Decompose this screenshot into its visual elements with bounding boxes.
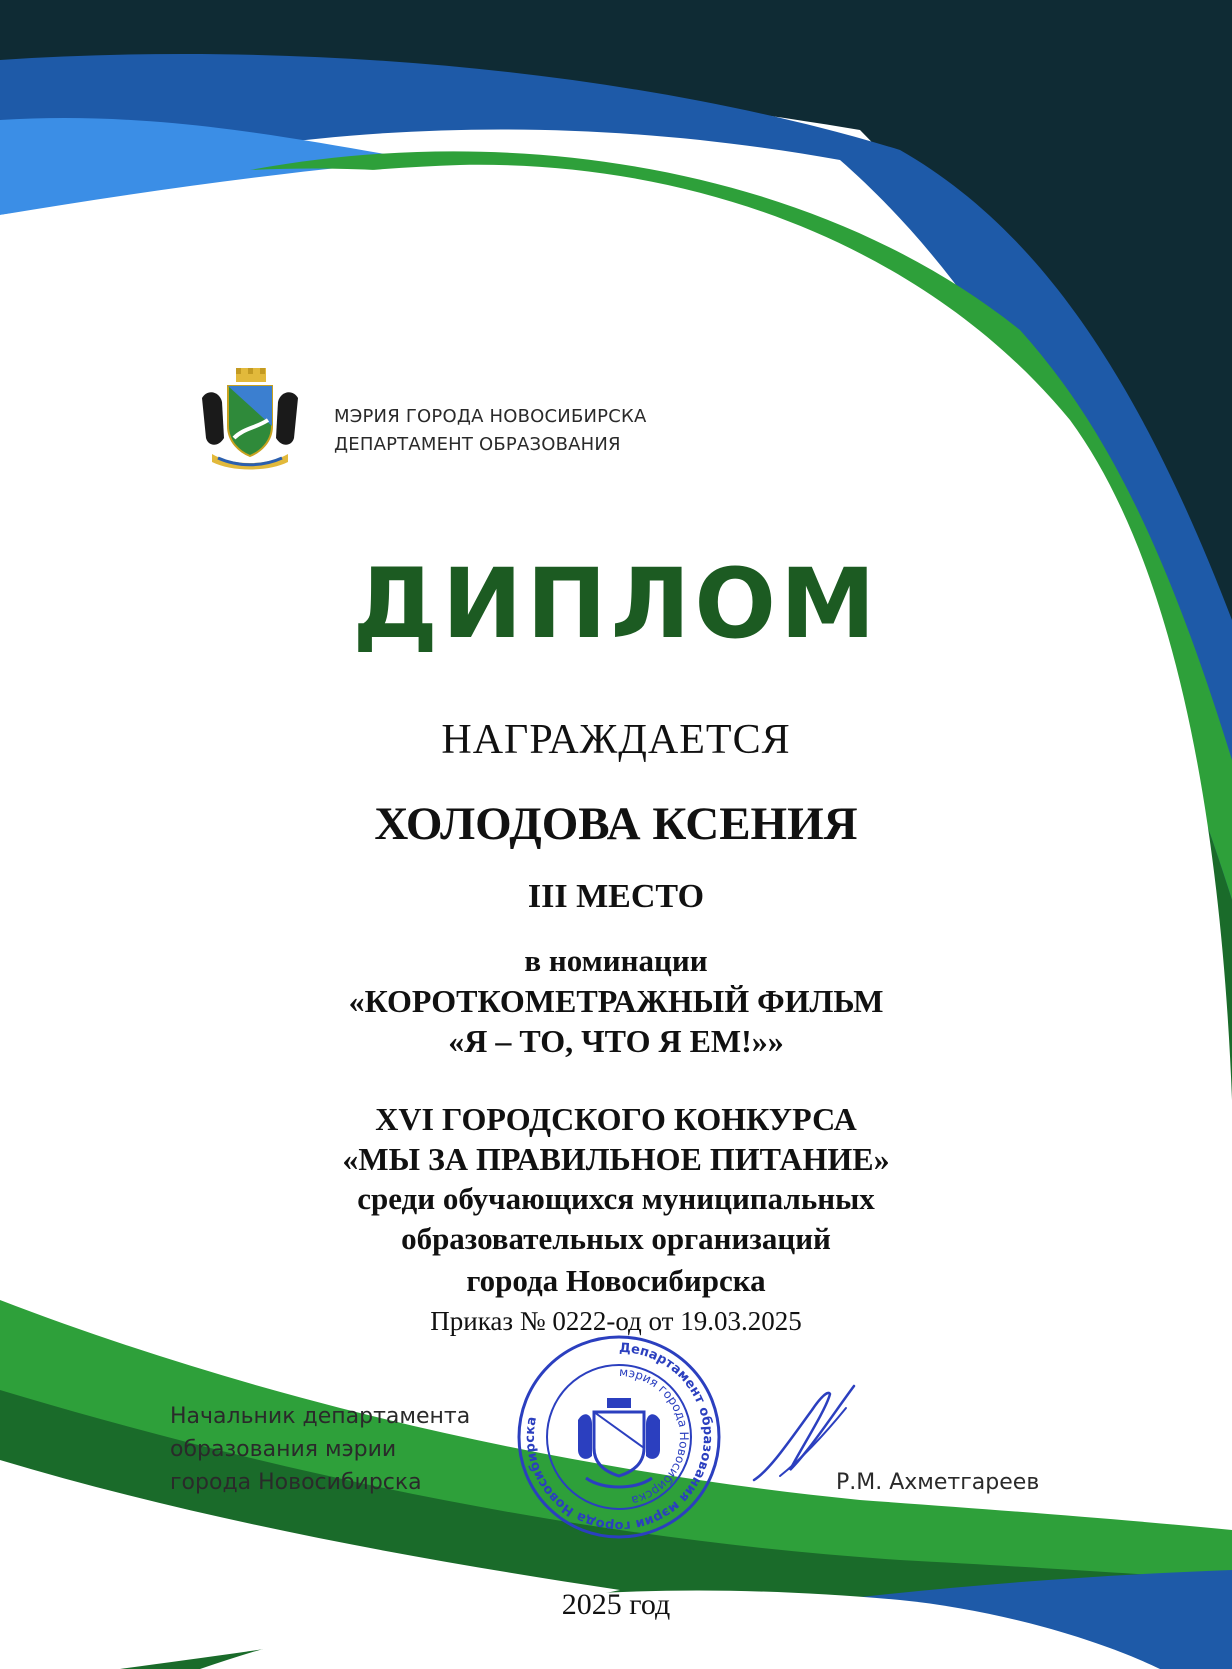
nomination-intro: в номинации	[524, 943, 708, 978]
place-label: III МЕСТО	[527, 878, 705, 915]
nomination-title-line1: «КОРОТКОМЕТРАЖНЫЙ ФИЛЬМ	[348, 983, 884, 1019]
organization-header	[198, 368, 718, 478]
order-reference: Приказ № 0222-од от 19.03.2025	[430, 1306, 802, 1336]
recipient-name: ХОЛОДОВА КСЕНИЯ	[374, 798, 858, 850]
signatory-position-line3: города Новосибирска	[170, 1470, 422, 1495]
novosibirsk-coat-of-arms-icon	[198, 368, 302, 472]
diploma-title: ДИПЛОМ	[352, 548, 880, 660]
signatory-position	[170, 1400, 470, 1499]
signatory-position-line2: образования мэрии	[170, 1437, 397, 1462]
signatory-position-line1: Начальник департамента	[170, 1404, 471, 1429]
awarded-label: НАГРАЖДАЕТСЯ	[441, 717, 791, 763]
contest-line-5: города Новосибирска	[466, 1263, 766, 1298]
contest-line-2: «МЫ ЗА ПРАВИЛЬНОЕ ПИТАНИЕ»	[342, 1141, 890, 1177]
official-stamp	[512, 1330, 727, 1545]
stamp-inner-text: мэрия города Новосибирска	[618, 1364, 692, 1508]
contest-line-3: среди обучающихся муниципальных	[357, 1181, 875, 1216]
nomination-title-line2: «Я – ТО, ЧТО Я ЕМ!»»	[448, 1023, 784, 1059]
signer-name: Р.М. Ахметгареев	[836, 1470, 1040, 1495]
stamp-outer-text: Департамент образования мэрии города Новосибирска	[522, 1340, 716, 1534]
contest-line-4: образовательных организаций	[401, 1221, 831, 1256]
contest-line-1: XVI ГОРОДСКОГО КОНКУРСА	[375, 1101, 857, 1137]
issue-year: 2025 год	[561, 1588, 671, 1621]
stamp-emblem-icon	[578, 1398, 660, 1487]
department-name: ДЕПАРТАМЕНТ ОБРАЗОВАНИЯ	[334, 434, 621, 455]
organization-name: МЭРИЯ ГОРОДА НОВОСИБИРСКА	[334, 406, 647, 427]
